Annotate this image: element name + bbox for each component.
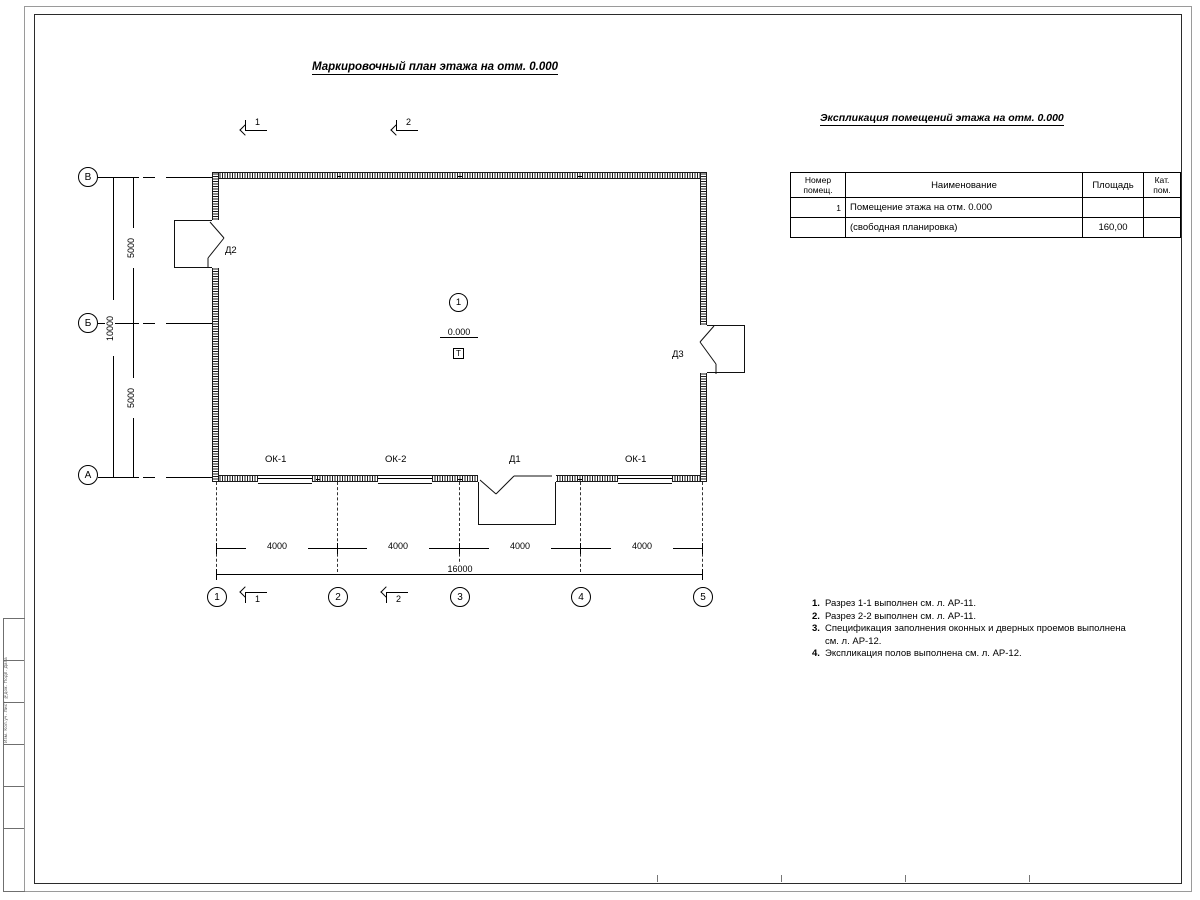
dim-tick <box>128 477 139 478</box>
dim-tick <box>702 543 703 554</box>
note-index: 4. <box>812 648 820 659</box>
note-text: Разрез 1-1 выполнен см. л. АР-11. <box>825 598 977 609</box>
header-number-line2: помещ. <box>803 185 833 195</box>
window-glass-line <box>618 478 672 479</box>
note-item <box>812 648 1132 661</box>
dim-tick <box>128 323 139 324</box>
opening-label-ok1-left: ОК-1 <box>265 454 287 465</box>
room-elevation: 0.000 <box>440 327 478 338</box>
window-glass-line <box>258 478 312 479</box>
note-index: 2. <box>812 610 820 622</box>
axis-leader-a <box>143 477 155 478</box>
note-item <box>812 611 1132 624</box>
dim-span-1: 4000 <box>246 541 308 551</box>
section-mark-2b-number: 2 <box>396 594 402 604</box>
notes-block <box>812 598 1132 661</box>
sheet-bottom-tick <box>657 875 658 882</box>
dim-span-3: 4000 <box>489 541 551 551</box>
axis-circle-4: 4 <box>571 587 591 607</box>
axis-dash-4 <box>580 482 581 572</box>
explication-table <box>790 172 1181 238</box>
dim-tick <box>337 543 338 554</box>
axis-dash-5 <box>702 482 703 572</box>
opening-tick-bottom <box>578 479 582 480</box>
table-header-row <box>791 173 1181 198</box>
door-d2-label: Д2 <box>225 245 237 256</box>
header-kat-line1: Кат. <box>1154 175 1170 185</box>
dim-tick <box>580 543 581 554</box>
opening-label-ok2: ОК-2 <box>385 454 407 465</box>
axis-circle-b: Б <box>78 313 98 333</box>
plan-title: Маркировочный план этажа на отм. 0.000 <box>312 61 559 73</box>
dim-tick <box>702 569 703 580</box>
section-mark-2-number: 2 <box>406 117 412 127</box>
cell-number: 1 <box>791 198 846 218</box>
dim-tick <box>128 177 139 178</box>
explication-title: Экспликация помещений этажа на отм. 0.000 <box>820 112 1064 124</box>
table-row <box>791 198 1181 218</box>
axis-circle-1: 1 <box>207 587 227 607</box>
note-index: 3. <box>812 623 820 634</box>
stamp-divider <box>3 828 24 829</box>
note-text: Экспликация полов выполнена см. л. АР-12. <box>825 648 1022 659</box>
header-number <box>791 173 846 198</box>
note-text: Разрез 2-2 выполнен см. л. АР-11. <box>825 610 977 622</box>
opening-tick-top <box>458 176 462 177</box>
axis-circle-3: 3 <box>450 587 470 607</box>
door-d3-label: Д3 <box>672 349 684 360</box>
axis-leader-b <box>143 323 155 324</box>
opening-tick-top <box>337 176 341 177</box>
opening-tick-top <box>578 176 582 177</box>
axis-leader-v <box>143 177 155 178</box>
cell-number <box>791 218 846 238</box>
cell-kat <box>1144 198 1181 218</box>
axis-leader-b <box>166 323 216 324</box>
window-ok1-left-opening <box>258 475 312 484</box>
header-number-line1: Номер <box>804 175 832 185</box>
axis-circle-2: 2 <box>328 587 348 607</box>
opening-tick-bottom <box>458 479 462 480</box>
window-ok2-opening <box>378 475 432 484</box>
dim-span-2: 4000 <box>367 541 429 551</box>
dim-tick <box>108 177 119 178</box>
dim-tick <box>216 569 217 580</box>
header-kat-line2: пом. <box>1153 185 1171 195</box>
sheet-bottom-tick <box>781 875 782 882</box>
cell-name: (свободная планировка) <box>846 218 1083 238</box>
section-mark-1b-number: 1 <box>255 594 261 604</box>
axis-leader-v <box>166 177 216 178</box>
axis-dash-1 <box>216 482 217 572</box>
sheet-bottom-tick <box>1029 875 1030 882</box>
cell-area <box>1083 198 1144 218</box>
dim-lower-vertical: 5000 <box>126 378 136 418</box>
opening-label-ok1-right: ОК-1 <box>625 454 647 465</box>
floor-type-marker: Т <box>453 348 464 359</box>
door-d3-swing <box>690 320 724 380</box>
dim-span-4: 4000 <box>611 541 673 551</box>
axis-circle-5: 5 <box>693 587 713 607</box>
cell-name: Помещение этажа на отм. 0.000 <box>846 198 1083 218</box>
note-item <box>812 598 1132 611</box>
stamp-divider <box>3 786 24 787</box>
header-kat <box>1144 173 1181 198</box>
dim-chain-total <box>216 574 703 575</box>
section-mark-1-number: 1 <box>255 117 261 127</box>
opening-tick-bottom <box>316 479 320 480</box>
header-name: Наименование <box>846 173 1083 198</box>
cell-kat <box>1144 218 1181 238</box>
sheet-bottom-tick <box>905 875 906 882</box>
dim-tick <box>108 477 119 478</box>
cell-area: 160,00 <box>1083 218 1144 238</box>
dim-tick <box>216 543 217 554</box>
window-ok1-right-opening <box>618 475 672 484</box>
note-index: 1. <box>812 598 820 609</box>
axis-leader-a <box>166 477 216 478</box>
door-d1-swing <box>474 470 566 504</box>
window-glass-line <box>378 478 432 479</box>
dim-chain-inner-v <box>133 177 134 477</box>
room-number-marker: 1 <box>449 293 468 312</box>
axis-circle-a: А <box>78 465 98 485</box>
dim-total-vertical: 10000 <box>105 300 115 356</box>
dim-upper-vertical: 5000 <box>126 228 136 268</box>
note-text: Спецификация заполнения оконных и дверных проемов выполнена см. л. АР-12. <box>825 623 1126 647</box>
table-row <box>791 218 1181 238</box>
axis-dash-3 <box>459 482 460 572</box>
axis-circle-v: В <box>78 167 98 187</box>
header-area: Площадь <box>1083 173 1144 198</box>
dim-total-horizontal: 16000 <box>429 564 491 574</box>
note-item <box>812 623 1132 648</box>
axis-dash-2 <box>337 482 338 572</box>
opening-label-d1: Д1 <box>509 454 521 465</box>
dim-tick <box>459 543 460 554</box>
stamp-side-text: Изм. Кол.уч. Лист №док. Подп. Дата <box>3 657 8 743</box>
